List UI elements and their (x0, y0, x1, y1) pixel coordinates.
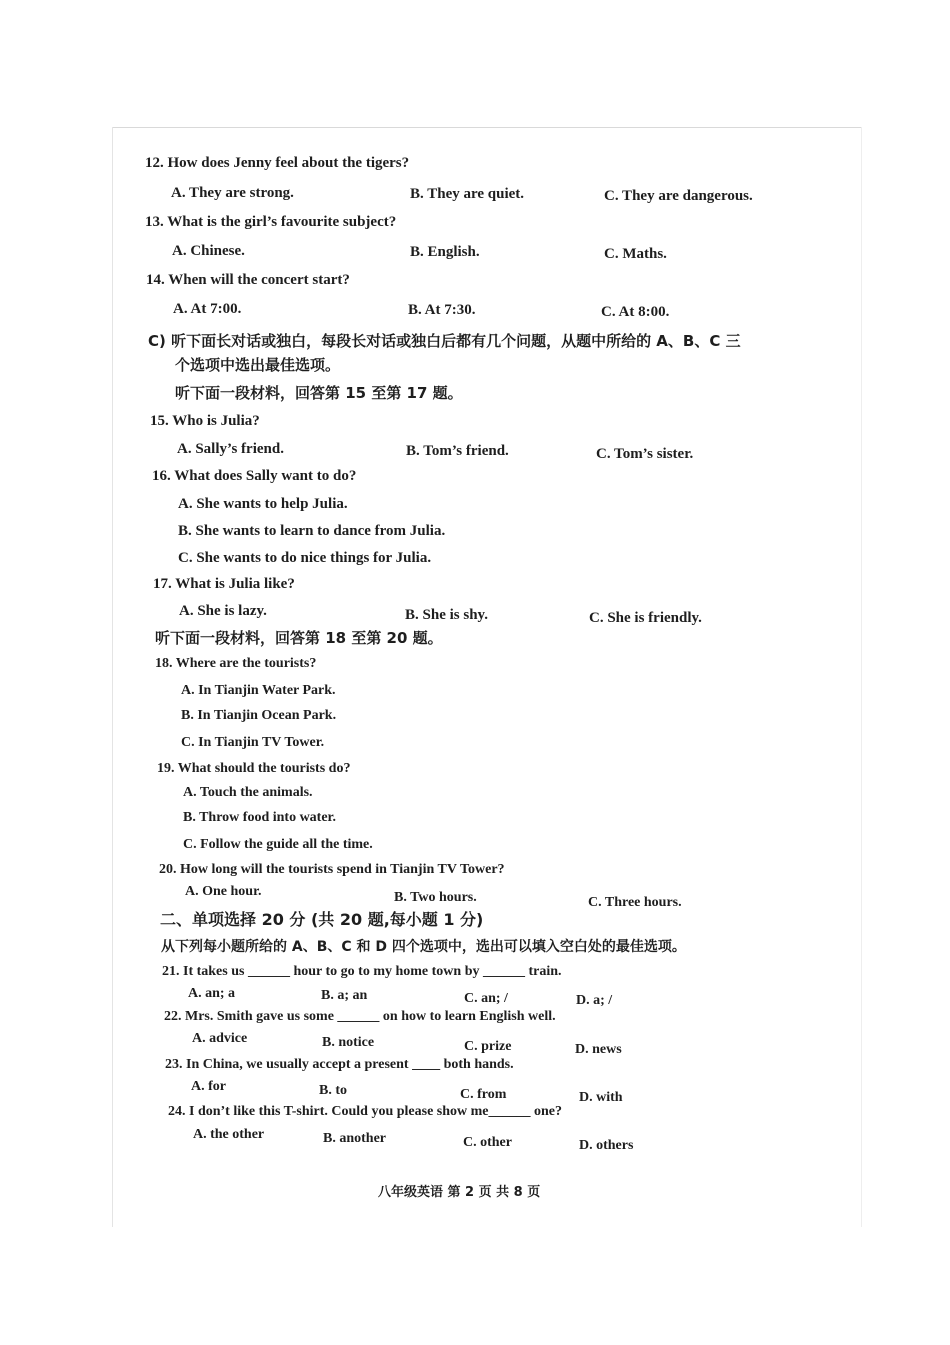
question-12-stem: 12. How does Jenny feel about the tigers? (145, 155, 410, 171)
page-border-left (112, 127, 113, 1227)
question-24-option-a: A. the other (193, 1127, 265, 1142)
question-17-option-c: C. She is friendly. (589, 610, 702, 626)
question-23-option-c: C. from (460, 1087, 507, 1102)
question-19-option-a: A. Touch the animals. (183, 785, 313, 800)
question-21-option-b: B. a; an (321, 988, 368, 1003)
question-22-option-d: D. news (575, 1042, 622, 1057)
section-2-instruction: 从下列每小题所给的 A、B、C 和 D 四个选项中，选出可以填入空白处的最佳选项。 (161, 939, 686, 955)
page-footer: 八年级英语 第 2 页 共 8 页 (378, 1185, 541, 1200)
question-18-stem: 18. Where are the tourists? (155, 656, 317, 671)
question-16-option-a: A. She wants to help Julia. (178, 496, 348, 512)
question-24-stem: 24. I don’t like this T-shirt. Could you please show me______ one? (168, 1104, 563, 1119)
question-19-stem: 19. What should the tourists do? (157, 761, 351, 776)
part-c-instruction-line2: 个选项中选出最佳选项。 (175, 356, 341, 374)
question-13-option-b: B. English. (410, 244, 480, 260)
question-12-option-c: C. They are dangerous. (604, 188, 753, 204)
question-22-option-a: A. advice (192, 1031, 248, 1046)
question-16-stem: 16. What does Sally want to do? (152, 468, 357, 484)
question-14-option-b: B. At 7:30. (408, 302, 476, 318)
question-23-option-a: A. for (191, 1079, 226, 1094)
question-13-option-a: A. Chinese. (172, 243, 245, 259)
question-19-option-b: B. Throw food into water. (183, 810, 336, 825)
question-15-option-b: B. Tom’s friend. (406, 443, 509, 459)
question-20-option-c: C. Three hours. (588, 895, 682, 910)
question-17-stem: 17. What is Julia like? (153, 576, 295, 592)
question-19-option-c: C. Follow the guide all the time. (183, 837, 373, 852)
material-18-20: 听下面一段材料，回答第 18 至第 20 题。 (155, 629, 443, 647)
question-14-option-c: C. At 8:00. (601, 304, 670, 320)
question-18-option-a: A. In Tianjin Water Park. (181, 683, 336, 698)
question-12-option-b: B. They are quiet. (410, 186, 525, 202)
question-23-option-b: B. to (319, 1083, 347, 1098)
question-21-option-a: A. an; a (188, 986, 236, 1001)
question-17-option-b: B. She is shy. (405, 607, 488, 623)
question-24-option-d: D. others (579, 1138, 634, 1153)
page-border-right (861, 127, 862, 1227)
question-16-option-b: B. She wants to learn to dance from Julia. (178, 523, 446, 539)
material-15-17: 听下面一段材料，回答第 15 至第 17 题。 (175, 384, 463, 402)
question-13-stem: 13. What is the girl’s favourite subject? (145, 214, 397, 230)
question-20-option-b: B. Two hours. (394, 890, 477, 905)
question-22-option-c: C. prize (464, 1039, 512, 1054)
question-24-option-b: B. another (323, 1131, 386, 1146)
page-border-top (112, 127, 862, 128)
question-23-stem: 23. In China, we usually accept a present ____ both hands. (165, 1057, 514, 1072)
question-18-option-b: B. In Tianjin Ocean Park. (181, 708, 337, 723)
question-15-option-a: A. Sally’s friend. (177, 441, 284, 457)
question-14-stem: 14. When will the concert start? (146, 272, 350, 288)
question-15-stem: 15. Who is Julia? (150, 413, 260, 429)
question-21-stem: 21. It takes us ______ hour to go to my home town by ______ train. (162, 964, 562, 979)
question-23-option-d: D. with (579, 1090, 623, 1105)
question-15-option-c: C. Tom’s sister. (596, 446, 694, 462)
section-2-title: 二、单项选择 20 分 (共 20 题,每小题 1 分) (160, 910, 484, 929)
question-22-stem: 22. Mrs. Smith gave us some ______ on how to learn English well. (164, 1009, 556, 1024)
question-21-option-d: D. a; / (576, 993, 613, 1008)
part-c-instruction-line1: C) 听下面长对话或独白，每段长对话或独白后都有几个问题，从题中所给的 A、B、C 三 (148, 332, 741, 350)
question-12-option-a: A. They are strong. (171, 185, 294, 201)
question-13-option-c: C. Maths. (604, 246, 667, 262)
question-18-option-c: C. In Tianjin TV Tower. (181, 735, 325, 750)
question-16-option-c: C. She wants to do nice things for Julia. (178, 550, 432, 566)
question-22-option-b: B. notice (322, 1035, 375, 1050)
question-21-option-c: C. an; / (464, 991, 508, 1006)
question-24-option-c: C. other (463, 1135, 512, 1150)
question-14-option-a: A. At 7:00. (173, 301, 242, 317)
question-20-stem: 20. How long will the tourists spend in Tianjin TV Tower? (159, 862, 505, 877)
question-20-option-a: A. One hour. (185, 884, 262, 899)
question-17-option-a: A. She is lazy. (179, 603, 267, 619)
